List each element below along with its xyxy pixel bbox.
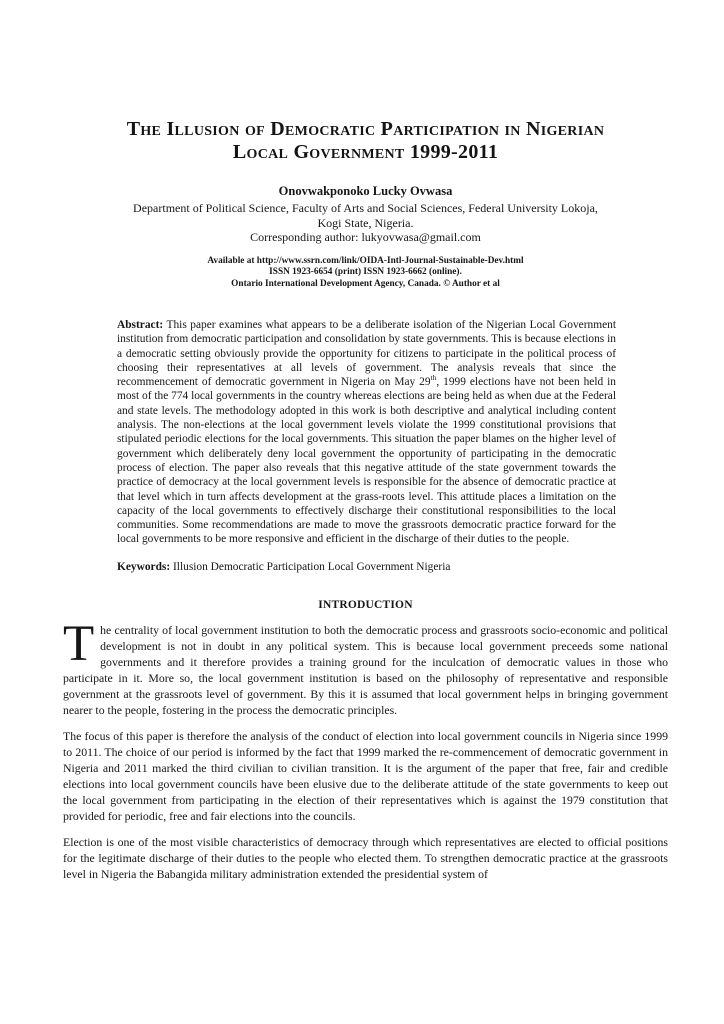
keywords-text: Illusion Democratic Participation Local Government Nigeria: [173, 560, 451, 573]
keywords-line: [117, 560, 616, 574]
availability-url-line: Available at http://www.ssrn.com/link/OIDA-Intl-Journal-Sustainable-Dev.html: [207, 255, 524, 266]
abstract-text-part-2: , 1999 elections have not been held in most of the 774 local governments in the country whereas elections are being held as when due at the Federal and state levels. The methodology adopted in this work is both descriptive and analytical including content analysis. The non-elections at the local government levels violate the 1999 constitutional provisions that stipulated periodic elections for the local governments. This situation the paper blames on the higher level of government which deliberately deny local government the opportunity of participating in the democratic process of election. The paper also reveals that this negative attitude of the state government towards the practice of democracy at the local government levels is responsible for the absence of democratic practice at that level which in turn affects development at the grass-roots level. This attitude places a limitation on the capacity of the local governments to effectively discharge their constitutional responsibilities to the local communities. Some recommendations are made to move the grassroots democratic practice forward for the local governments to be more responsive and efficient in the discharge of their duties to the people.: [117, 376, 616, 546]
introduction-heading: INTRODUCTION: [318, 599, 413, 612]
introduction-paragraph-2: The focus of this paper is therefore the analysis of the conduct of election into local government councils in Nigeria since 1999 to 2011. The choice of our period is informed by the fact that 1999 marked the re-commencement of democratic government in Nigeria and 2011 marked the third civilian to civilian transition. It is the argument of the paper that free, fair and credible elections into local government councils have been elusive due to the deliberate attitude of the state governments to keep out the local government from participating in the election of their representatives which is against the 1979 constitution that provided for periodic, free and fair elections into the councils.: [63, 729, 668, 824]
abstract-section: [117, 318, 616, 574]
drop-cap: T: [63, 616, 95, 673]
agency-copyright-line: Ontario International Development Agency, Canada. © Author et al: [231, 278, 500, 289]
affiliation-line-2: Kogi State, Nigeria.: [317, 215, 414, 230]
paper-header: [63, 118, 668, 290]
paper-title-line-2: Local Government 1999-2011: [232, 141, 499, 163]
introduction-paragraph-1-text: he centrality of local government institution to both the democratic process and grassroots socio-economic and political development is not in doubt in any political system. This is because local government preceeds some national governments and it therefore provides a training ground for the inculcation of democratic values in those who participate in it. More so, the local government institution is based on the philosophy of representative and responsible government at the grassroots level of government. By this it is assumed that local government helps in bringing government nearer to the people, fostering in the process the democratic principles.: [63, 623, 668, 718]
author-name: Onovwakponoko Lucky Ovwasa: [278, 184, 453, 198]
abstract-paragraph: [117, 318, 616, 547]
superscript-th: th: [430, 373, 437, 383]
paper-title-line-1: The Illusion of Democratic Participation in Nigerian: [126, 118, 605, 140]
corresponding-author-line: Corresponding author: lukyovwasa@gmail.com: [250, 230, 481, 244]
paper-title: [63, 118, 668, 164]
affiliation-line-1: Department of Political Science, Faculty of Arts and Social Sciences, Federal University Lokoja,: [133, 201, 598, 215]
keywords-label: Keywords:: [117, 560, 171, 573]
availability-block: [63, 256, 668, 291]
abstract-label: Abstract:: [117, 319, 164, 331]
abstract-text-part-1: This paper examines what appears to be a deliberate isolation of the Nigerian Local Government institution from democratic participation and consolidation by state governments. This is because elections in a democratic setting obviously provide the opportunity for citizens to participate in the political process of choosing their representatives at all levels of government. The analysis reveals that since the recommencement of democratic government in Nigeria on May 29: [117, 319, 616, 389]
introduction-paragraph-3: Election is one of the most visible characteristics of democracy through which representatives are elected to official positions for the legitimate discharge of their duties to the people who elected them. To strengthen democratic practice at the grassroots level in Nigeria the Babangida military administration extended the presidential system of: [63, 835, 668, 882]
introduction-section: [63, 598, 668, 882]
introduction-paragraph-1: [63, 616, 668, 718]
issn-line: ISSN 1923-6654 (print) ISSN 1923-6662 (online).: [269, 267, 462, 277]
